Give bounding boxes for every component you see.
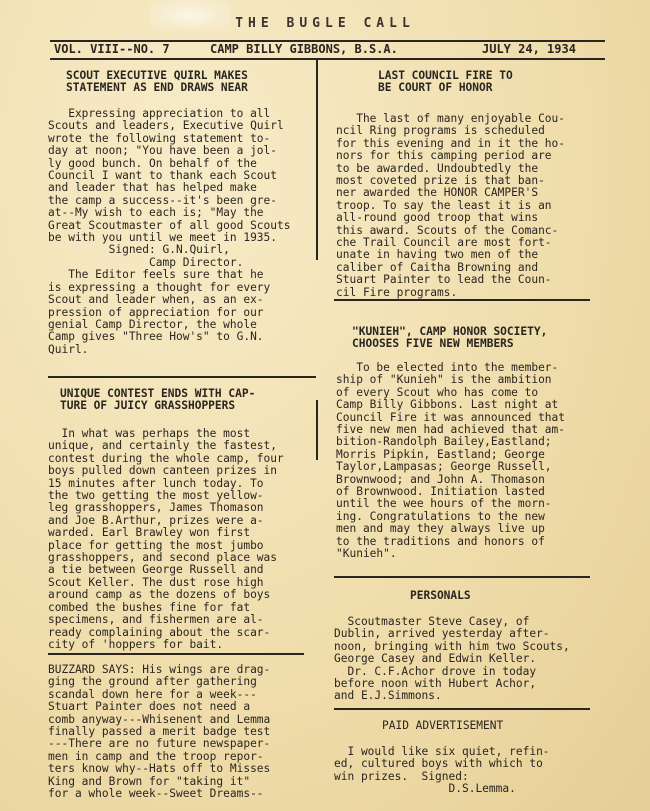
- issue-date: JULY 24, 1934: [482, 42, 576, 56]
- council-headline: LAST COUNCIL FIRE TO BE COURT OF HONOR: [378, 69, 513, 95]
- contest-body: In what was perhaps the most unique, and certainly the fastest, contest during the whole camp, four boys pulled down canteen prizes in 15 minutes after lunch today. To the two getting the most yellow- leg grasshoppers, James Thomason and Joe B.Arthur, prizes were a- warded. Earl Brawley won first place for getting the most jumbo grasshoppers, and second place was a tie between George Russell and Scout Keller. The dust rose high around camp as the dozens of boys combed the bushes fine for fat specimens, and fishermen are al- ready complaining about the scar- city of 'hoppers for bait.: [48, 427, 284, 651]
- quirl-body: Expressing appreciation to all Scouts and leaders, Executive Quirl wrote the following statement to- day at noon; "You have been a jol- ly good bunch. On behalf of the Council I want to thank each Scout and leader that has helped make the camp a success--it's been gre- at--My wish to each is; "May the Great Scoutmaster of all good Scouts be with you until we meet in 1935. Signed: G.N.Quirl, Camp Director. The Editor feels sure that he is expressing a thought for every Scout and leader when, as an ex- pression of appreciation for our genial Camp Director, the whole Camp gives "Three How's" to G.N. Quirl.: [48, 107, 291, 356]
- contest-headline: UNIQUE CONTEST ENDS WITH CAP- TURE OF JUICY GRASSHOPPERS: [60, 387, 256, 413]
- ad-body: I would like six quiet, refin- ed, cultured boys with which to win prizes. Signed: D.S.Lemma.: [334, 745, 550, 796]
- kunieh-body: To be elected into the member- ship of "Kunieh" is the ambition of every Scout who has come to Camp Billy Gibbons. Last night at Council Fire it was announced that five new men had achieved that am- bition-Randolph Bailey,Eastland; Morris Pipkin, Eastland; George Taylor,Lampasas; George Russell, Brownwood; and John A. Thomason of Brownwood. Initiation lasted until the wee hours of the morn- ing. Congratulations to the new men and may they always live up to the traditions and honors of "Kunieh".: [336, 361, 566, 561]
- buzzard-body: BUZZARD SAYS: His wings are drag- ging the ground after gathering scandal down here for a week--- Stuart Painter does not need a comb anyway---Whisenent and Lemma finally passed a merit badge test ---There are no future newspaper- men in camp and the troop repor- ters know why--Hats off to Misses King and Brown for "taking it" for a whole week--Sweet Dreams--: [48, 663, 271, 801]
- ad-headline: PAID ADVERTISEMENT: [382, 719, 504, 732]
- kunieh-headline: "KUNIEH", CAMP HONOR SOCIETY, CHOOSES FIVE NEW MEMBERS: [352, 325, 548, 351]
- column-divider-lower: [316, 400, 318, 460]
- divider: [334, 576, 590, 578]
- column-divider: [316, 60, 318, 260]
- divider: [334, 299, 590, 301]
- bottom-rule: [50, 58, 605, 60]
- divider: [48, 376, 316, 378]
- council-body: The last of many enjoyable Cou- ncil Ring programs is scheduled for this evening and in it the ho- nors for this camping period are to be awarded. Undoubtedly the most coveted prize is that ban- ner awarded the HONOR CAMPER'S troop. To say the least it is an all-round good troop that wins this award. Scouts of the Comanc- che Trail Council are most fort- unate in having two men of the caliber of Caitha Browning and Stuart Painter to lead the Coun- cil Fire programs.: [336, 112, 566, 299]
- personals-headline: PERSONALS: [410, 589, 471, 602]
- issue-place: CAMP BILLY GIBBONS, B.S.A.: [210, 42, 398, 56]
- personals-body: Scoutmaster Steve Casey, of Dublin, arrived yesterday after- noon, bringing with him two Scouts, George Casey and Edwin Keller. Dr. C.F.Achor drove in today before noon with Hubert Achor, and E.J.Simmons.: [334, 615, 570, 703]
- issue-volume: VOL. VIII--NO. 7: [54, 42, 170, 56]
- quirl-headline: SCOUT EXECUTIVE QUIRL MAKES STATEMENT AS END DRAWS NEAR: [66, 69, 248, 95]
- divider: [48, 653, 304, 655]
- divider: [334, 708, 590, 710]
- masthead-title: THE BUGLE CALL: [235, 16, 415, 31]
